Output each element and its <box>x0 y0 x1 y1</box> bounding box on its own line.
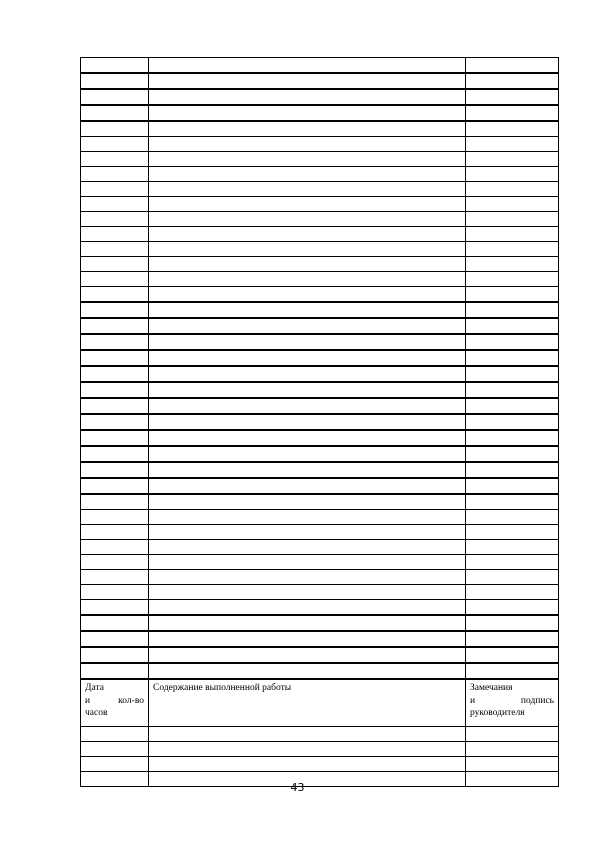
remarks-cell[interactable] <box>466 525 559 540</box>
content-cell[interactable] <box>149 446 466 462</box>
header-remarks-line2: и подпись <box>470 695 554 706</box>
table-row <box>81 540 559 555</box>
date-cell[interactable] <box>81 510 149 525</box>
table-row <box>81 350 559 366</box>
content-cell[interactable] <box>149 525 466 540</box>
remarks-cell[interactable] <box>466 242 559 257</box>
date-cell[interactable] <box>81 182 149 197</box>
date-cell[interactable] <box>81 58 149 74</box>
table-row <box>81 631 559 647</box>
remarks-cell[interactable] <box>466 257 559 272</box>
content-cell[interactable] <box>149 334 466 350</box>
date-cell[interactable] <box>81 663 149 679</box>
content-cell[interactable] <box>149 89 466 105</box>
content-cell[interactable] <box>149 631 466 647</box>
remarks-cell[interactable] <box>466 430 559 446</box>
date-cell[interactable] <box>81 398 149 414</box>
table-row <box>81 570 559 585</box>
content-cell[interactable] <box>149 600 466 616</box>
content-cell[interactable] <box>149 182 466 197</box>
content-cell[interactable] <box>149 615 466 631</box>
content-cell[interactable] <box>149 647 466 663</box>
content-cell[interactable] <box>149 257 466 272</box>
remarks-cell[interactable] <box>466 318 559 334</box>
table-row <box>81 257 559 272</box>
content-cell[interactable] <box>149 478 466 494</box>
content-cell[interactable] <box>149 510 466 525</box>
remarks-cell[interactable] <box>466 105 559 121</box>
date-cell[interactable] <box>81 89 149 105</box>
content-cell[interactable] <box>149 302 466 318</box>
date-cell[interactable] <box>81 121 149 137</box>
date-cell[interactable] <box>81 287 149 303</box>
table-row <box>81 137 559 152</box>
table-row <box>81 430 559 446</box>
content-cell[interactable] <box>149 227 466 242</box>
date-cell[interactable] <box>81 478 149 494</box>
table-row <box>81 462 559 478</box>
table-row <box>81 242 559 257</box>
header-date-line2: и кол-во <box>85 695 144 706</box>
remarks-cell[interactable] <box>466 478 559 494</box>
remarks-cell[interactable] <box>466 382 559 398</box>
remarks-cell[interactable] <box>466 494 559 510</box>
table-row <box>81 615 559 631</box>
remarks-cell[interactable] <box>466 742 559 757</box>
table-row <box>81 121 559 137</box>
content-cell[interactable] <box>149 462 466 478</box>
remarks-cell[interactable] <box>466 182 559 197</box>
date-cell[interactable] <box>81 167 149 182</box>
date-cell[interactable] <box>81 525 149 540</box>
table-row <box>81 272 559 287</box>
content-cell[interactable] <box>149 197 466 212</box>
date-cell[interactable] <box>81 318 149 334</box>
table-row <box>81 446 559 462</box>
date-cell[interactable] <box>81 570 149 585</box>
table-row <box>81 525 559 540</box>
content-cell[interactable] <box>149 757 466 772</box>
remarks-cell[interactable] <box>466 446 559 462</box>
remarks-cell[interactable] <box>466 137 559 152</box>
remarks-cell[interactable] <box>466 398 559 414</box>
table-row <box>81 663 559 679</box>
table-row <box>81 287 559 303</box>
content-cell[interactable] <box>149 350 466 366</box>
date-cell[interactable] <box>81 137 149 152</box>
remarks-cell[interactable] <box>466 462 559 478</box>
remarks-cell[interactable] <box>466 555 559 570</box>
content-cell[interactable] <box>149 742 466 757</box>
date-cell[interactable] <box>81 600 149 616</box>
remarks-cell[interactable] <box>466 58 559 74</box>
date-cell[interactable] <box>81 334 149 350</box>
date-cell[interactable] <box>81 227 149 242</box>
remarks-cell[interactable] <box>466 570 559 585</box>
remarks-cell[interactable] <box>466 366 559 382</box>
table-row <box>81 73 559 89</box>
remarks-cell[interactable] <box>466 272 559 287</box>
header-work-content: Содержание выполненной работы <box>149 679 466 727</box>
remarks-cell[interactable] <box>466 167 559 182</box>
date-cell[interactable] <box>81 727 149 742</box>
table-row <box>81 318 559 334</box>
content-cell[interactable] <box>149 430 466 446</box>
table-row <box>81 182 559 197</box>
remarks-cell[interactable] <box>466 615 559 631</box>
remarks-cell[interactable] <box>466 334 559 350</box>
header-remarks-line3: руководителя <box>470 708 525 718</box>
content-cell[interactable] <box>149 727 466 742</box>
content-cell[interactable] <box>149 105 466 121</box>
table-row <box>81 757 559 772</box>
date-cell[interactable] <box>81 257 149 272</box>
date-cell[interactable] <box>81 462 149 478</box>
header-date-hours <box>81 679 149 727</box>
remarks-cell[interactable] <box>466 287 559 303</box>
table-row <box>81 727 559 742</box>
page-number: 43 <box>290 781 305 794</box>
remarks-cell[interactable] <box>466 197 559 212</box>
remarks-cell[interactable] <box>466 73 559 89</box>
date-cell[interactable] <box>81 152 149 167</box>
date-cell[interactable] <box>81 494 149 510</box>
table-row <box>81 212 559 227</box>
date-cell[interactable] <box>81 631 149 647</box>
date-cell[interactable] <box>81 446 149 462</box>
table-row <box>81 152 559 167</box>
content-cell[interactable] <box>149 585 466 600</box>
date-cell[interactable] <box>81 242 149 257</box>
content-cell[interactable] <box>149 167 466 182</box>
table-row <box>81 302 559 318</box>
header-section <box>81 679 559 727</box>
table-row <box>81 197 559 212</box>
table-row <box>81 494 559 510</box>
table-row <box>81 414 559 430</box>
table-row <box>81 89 559 105</box>
content-cell[interactable] <box>149 663 466 679</box>
remarks-cell[interactable] <box>466 647 559 663</box>
table-row <box>81 585 559 600</box>
remarks-cell[interactable] <box>466 540 559 555</box>
table-row <box>81 334 559 350</box>
content-cell[interactable] <box>149 242 466 257</box>
date-cell[interactable] <box>81 540 149 555</box>
date-cell[interactable] <box>81 197 149 212</box>
table-row <box>81 167 559 182</box>
remarks-cell[interactable] <box>466 350 559 366</box>
remarks-cell[interactable] <box>466 727 559 742</box>
date-cell[interactable] <box>81 366 149 382</box>
header-date-line1: Дата <box>85 683 104 693</box>
remarks-cell[interactable] <box>466 212 559 227</box>
date-cell[interactable] <box>81 555 149 570</box>
table-row <box>81 366 559 382</box>
date-cell[interactable] <box>81 615 149 631</box>
date-cell[interactable] <box>81 585 149 600</box>
remarks-cell[interactable] <box>466 152 559 167</box>
content-cell[interactable] <box>149 121 466 137</box>
date-cell[interactable] <box>81 212 149 227</box>
content-cell[interactable] <box>149 398 466 414</box>
remarks-cell[interactable] <box>466 631 559 647</box>
content-cell[interactable] <box>149 494 466 510</box>
date-cell[interactable] <box>81 647 149 663</box>
date-cell[interactable] <box>81 350 149 366</box>
remarks-cell[interactable] <box>466 227 559 242</box>
content-cell[interactable] <box>149 382 466 398</box>
remarks-cell[interactable] <box>466 600 559 616</box>
content-cell[interactable] <box>149 152 466 167</box>
date-cell[interactable] <box>81 382 149 398</box>
top-blank-rows <box>81 58 559 680</box>
content-cell[interactable] <box>149 212 466 227</box>
table-row <box>81 555 559 570</box>
remarks-cell[interactable] <box>466 414 559 430</box>
table-row <box>81 478 559 494</box>
content-cell[interactable] <box>149 58 466 74</box>
date-cell[interactable] <box>81 757 149 772</box>
table-row <box>81 382 559 398</box>
content-cell[interactable] <box>149 570 466 585</box>
date-cell[interactable] <box>81 105 149 121</box>
content-cell[interactable] <box>149 540 466 555</box>
header-date-line3: часов <box>85 708 108 718</box>
table-header-row <box>81 679 559 727</box>
table-row <box>81 647 559 663</box>
remarks-cell[interactable] <box>466 89 559 105</box>
date-cell[interactable] <box>81 73 149 89</box>
date-cell[interactable] <box>81 414 149 430</box>
bottom-blank-rows <box>81 727 559 787</box>
remarks-cell[interactable] <box>466 663 559 679</box>
journal-table <box>80 57 559 787</box>
content-cell[interactable] <box>149 73 466 89</box>
table-row <box>81 600 559 616</box>
content-cell[interactable] <box>149 272 466 287</box>
content-cell[interactable] <box>149 137 466 152</box>
table-row <box>81 510 559 525</box>
date-cell[interactable] <box>81 302 149 318</box>
date-cell[interactable] <box>81 430 149 446</box>
header-remarks-line1: Замечания <box>470 683 513 693</box>
table-row <box>81 398 559 414</box>
table-row <box>81 227 559 242</box>
content-cell[interactable] <box>149 555 466 570</box>
content-cell[interactable] <box>149 366 466 382</box>
remarks-cell[interactable] <box>466 121 559 137</box>
remarks-cell[interactable] <box>466 757 559 772</box>
date-cell[interactable] <box>81 742 149 757</box>
remarks-cell[interactable] <box>466 302 559 318</box>
remarks-cell[interactable] <box>466 510 559 525</box>
content-cell[interactable] <box>149 287 466 303</box>
journal-table-container <box>80 57 558 787</box>
table-row <box>81 742 559 757</box>
content-cell[interactable] <box>149 414 466 430</box>
remarks-cell[interactable] <box>466 585 559 600</box>
content-cell[interactable] <box>149 318 466 334</box>
date-cell[interactable] <box>81 272 149 287</box>
table-row <box>81 58 559 74</box>
table-row <box>81 105 559 121</box>
header-remarks-signature <box>466 679 559 727</box>
